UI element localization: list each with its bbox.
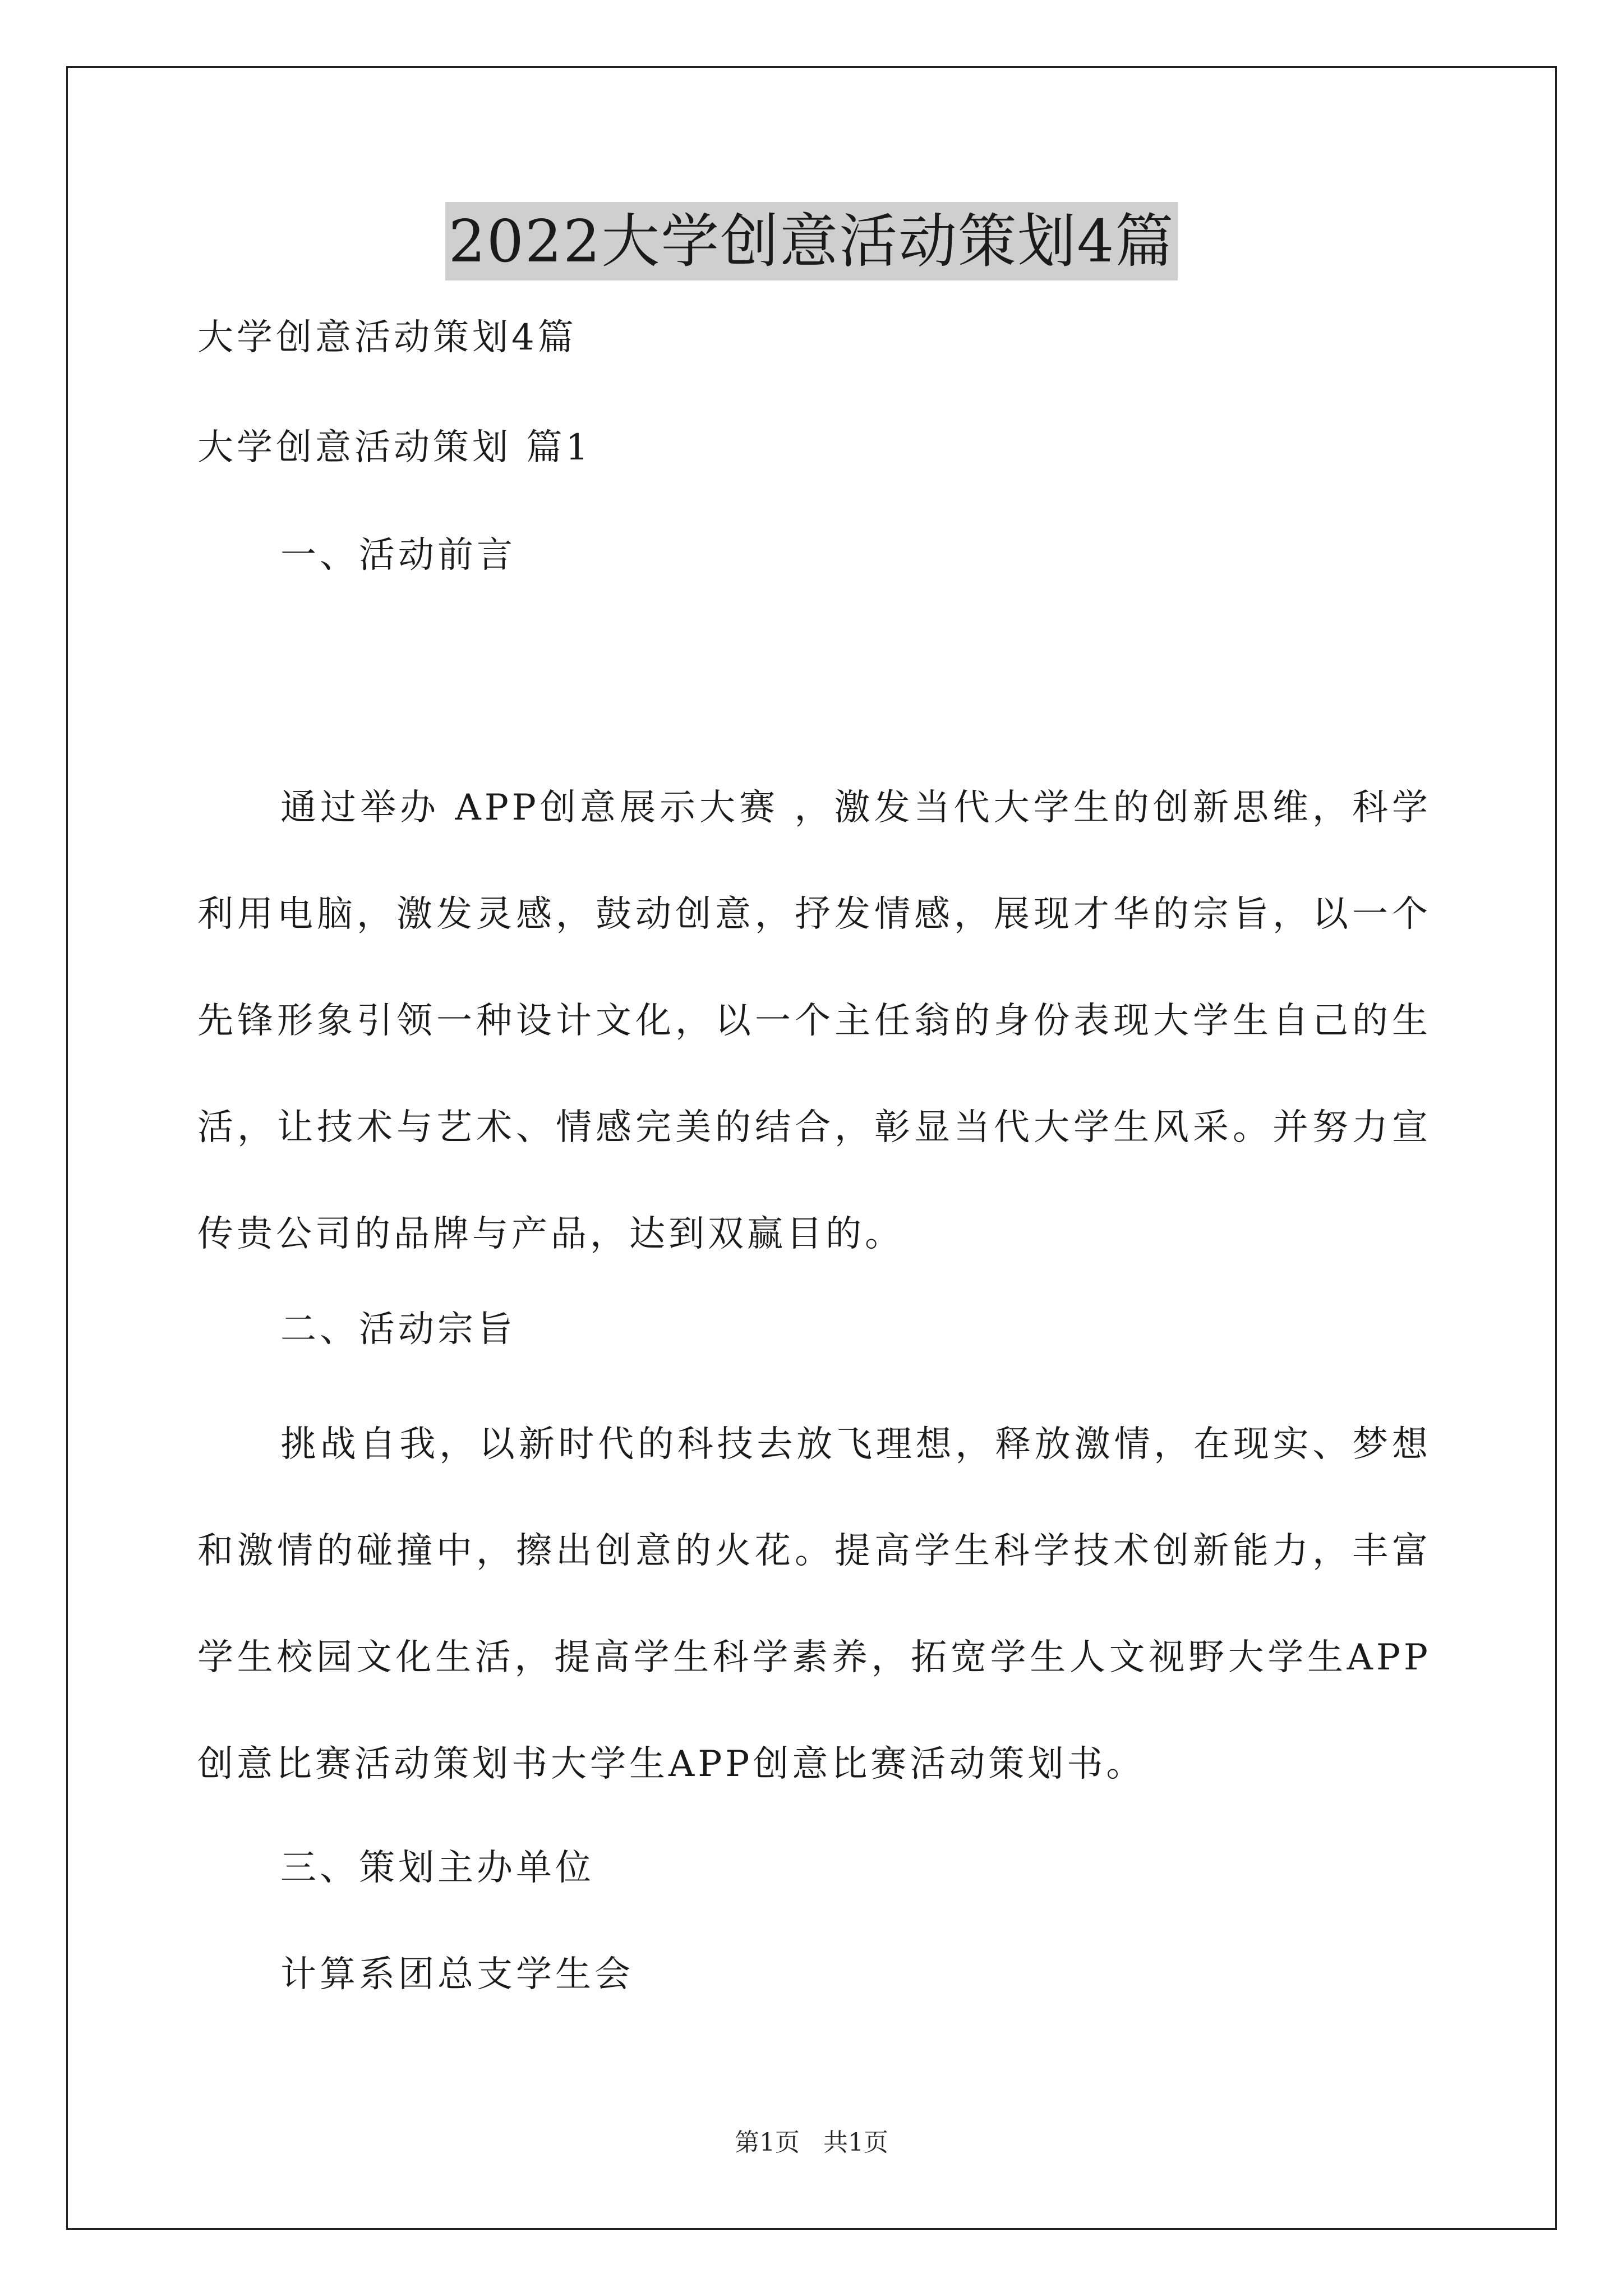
page-footer (0, 2127, 1623, 2159)
document-title: 2022大学创意活动策划4篇 (445, 202, 1178, 280)
part-heading: 大学创意活动策划 篇1 (197, 427, 592, 468)
section-2-heading: 二、活动宗旨 (280, 1309, 516, 1350)
section-2-paragraph: 挑战自我，以新时代的科技去放飞理想，释放激情，在现实、梦想和激情的碰撞中，擦出创意的火花。提高学生科学技术创新能力，丰富学生校园文化生活，提高学生科学素养，拓宽学生人文视野大学生APP创意比赛活动策划书大学生APP创意比赛活动策划书。 (197, 1424, 1431, 1785)
section-1-heading: 一、活动前言 (280, 535, 516, 576)
title-container (0, 202, 1623, 280)
section-3-text: 计算系团总支学生会 (280, 1954, 634, 1995)
document-subtitle: 大学创意活动策划4篇 (197, 317, 577, 358)
section-1-paragraph: 通过举办 APP创意展示大赛 ，激发当代大学生的创新思维，科学利用电脑，激发灵感，鼓动创意，抒发情感，展现才华的宗旨，以一个先锋形象引领一种设计文化，以一个主任翁的身份表现大学生自己的生活，让技术与艺术、情感完美的结合，彰显当代大学生风采。并努力宣传贵公司的品牌与产品，达到双赢目的。 (197, 787, 1431, 1255)
page-number-total: 共1页 (823, 2128, 888, 2157)
page-number-current: 第1页 (735, 2128, 800, 2157)
section-3-heading: 三、策划主办单位 (280, 1847, 594, 1889)
